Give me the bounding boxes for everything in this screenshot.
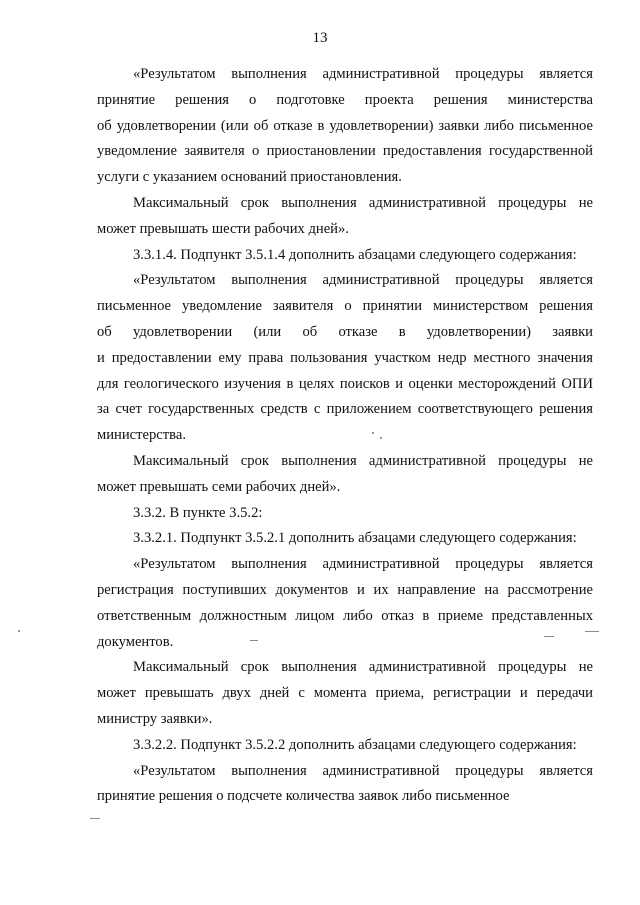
paragraph: [97, 191, 593, 243]
page-number: 13: [312, 30, 328, 46]
text-line: Максимальный срок выполнения административной процедуры не: [133, 194, 593, 211]
text-line: письменное уведомление заявителя о принятии министерством решения: [97, 298, 593, 315]
text-line: может превышать семи рабочих дней».: [97, 478, 341, 495]
text-line: «Результатом выполнения административной процедуры является: [133, 66, 593, 82]
text-line: может превышать шести рабочих дней».: [97, 220, 349, 237]
paragraph: [97, 759, 593, 811]
text-line: 3.3.2. В пункте 3.5.2:: [133, 504, 263, 521]
paragraph: [97, 243, 593, 269]
text-line: для геологического изучения в целях поисков и оценки месторождений ОПИ: [97, 375, 593, 392]
paragraph: [97, 655, 593, 732]
paragraph: [97, 501, 593, 527]
scan-artifact: [18, 630, 20, 632]
text-line: министру заявки».: [97, 710, 213, 727]
text-line: ответственным должностным лицом либо отказ в приеме представленных: [97, 607, 593, 624]
paragraph: [97, 552, 593, 655]
text-line: об удовлетворении (или об отказе в удовлетворении) заявки либо письменное: [97, 117, 593, 134]
paragraph: [97, 526, 593, 552]
scan-artifact: [372, 432, 374, 434]
scan-artifact: [250, 640, 258, 641]
text-line: 3.3.1.4. Подпункт 3.5.1.4 дополнить абзацами следующего содержания:: [133, 246, 577, 263]
scan-artifact: [585, 631, 599, 632]
text-line: принятие решения о подсчете количества заявок либо письменное: [97, 788, 510, 805]
text-line: услуги с указанием оснований приостановления.: [97, 169, 402, 186]
text-line: Максимальный срок выполнения административной процедуры не: [133, 659, 593, 676]
text-line: «Результатом выполнения административной процедуры является: [133, 762, 593, 779]
text-line: регистрация поступивших документов и их направление на рассмотрение: [97, 581, 593, 598]
paragraph: [97, 449, 593, 501]
document-body: [97, 62, 593, 810]
scan-artifact: [544, 636, 554, 637]
scan-artifact: [90, 818, 100, 819]
text-line: министерства.: [97, 427, 186, 444]
text-line: «Результатом выполнения административной процедуры является: [133, 556, 593, 573]
paragraph: [97, 733, 593, 759]
text-line: 3.3.2.2. Подпункт 3.5.2.2 дополнить абзацами следующего содержания:: [133, 736, 577, 753]
paragraph: [97, 268, 593, 449]
text-line: уведомление заявителя о приостановлении предоставления государственной: [97, 143, 593, 160]
text-line: «Результатом выполнения административной процедуры является: [133, 272, 593, 289]
text-line: может превышать двух дней с момента приема, регистрации и передачи: [97, 685, 593, 702]
scan-artifact: [380, 437, 382, 439]
paragraph: [97, 62, 593, 191]
text-line: Максимальный срок выполнения административной процедуры не: [133, 452, 593, 469]
text-line: 3.3.2.1. Подпункт 3.5.2.1 дополнить абзацами следующего содержания:: [133, 530, 577, 547]
text-line: документов.: [97, 633, 174, 650]
text-line: об удовлетворении (или об отказе в удовлетворении) заявки: [97, 323, 593, 340]
text-line: и предоставлении ему права пользования участком недр местного значения: [97, 349, 593, 366]
text-line: за счет государственных средств с приложением соответствующего решения: [97, 401, 593, 418]
text-line: принятие решения о подготовке проекта решения министерства: [97, 91, 593, 108]
